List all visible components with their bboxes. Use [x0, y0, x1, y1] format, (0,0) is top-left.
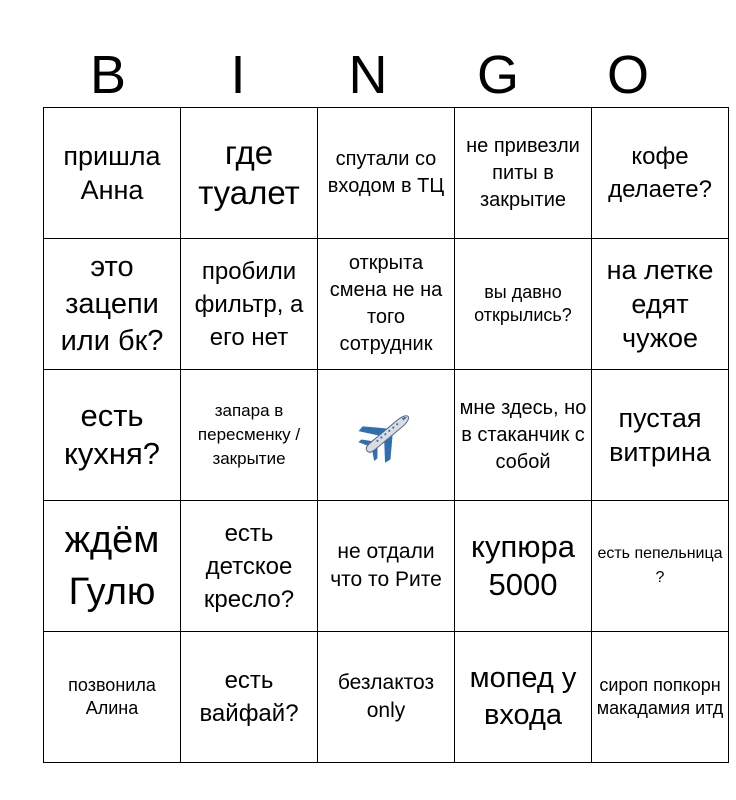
cell-label: мопед у входа	[469, 662, 577, 731]
bingo-cell[interactable]	[181, 239, 318, 370]
board-row	[44, 632, 729, 763]
cell-label: сироп попкорн макадамия итд	[596, 675, 724, 718]
bingo-cell[interactable]	[592, 501, 729, 632]
free-cell[interactable]	[318, 370, 455, 501]
bingo-title	[43, 44, 693, 106]
bingo-cell[interactable]	[44, 370, 181, 501]
cell-label: есть пепельница ?	[597, 545, 723, 586]
bingo-cell[interactable]	[44, 632, 181, 763]
bingo-cell[interactable]	[318, 632, 455, 763]
cell-label: открыта смена не на того сотрудник	[329, 252, 443, 355]
cell-label: это зацепи или бк?	[60, 250, 164, 357]
cell-label: есть детское кресло?	[203, 519, 295, 613]
cell-label: запара в пересменку / закрытие	[197, 401, 301, 468]
board-row	[44, 108, 729, 239]
bingo-cell[interactable]	[181, 108, 318, 239]
cell-label: спутали со входом в ТЦ	[327, 148, 445, 197]
cell-label: где туалет	[198, 134, 300, 211]
cell-label: пришла Анна	[63, 141, 161, 205]
bingo-cell[interactable]	[181, 632, 318, 763]
bingo-cell[interactable]	[181, 370, 318, 501]
title-letter-o: O	[606, 45, 649, 105]
cell-label: безлактоз only	[337, 671, 435, 722]
bingo-cell[interactable]	[318, 108, 455, 239]
cell-label: не отдали что то Рите	[330, 540, 442, 591]
bingo-cell[interactable]	[455, 501, 592, 632]
title-letter-g: G	[476, 45, 519, 105]
bingo-cell[interactable]	[455, 108, 592, 239]
bingo-cell[interactable]	[592, 239, 729, 370]
cell-label: есть кухня?	[63, 398, 161, 471]
cell-label: кофе делаете?	[608, 143, 712, 203]
cell-label: пробили фильтр, а его нет	[194, 257, 304, 351]
cell-label: вы давно открылись?	[474, 282, 572, 325]
bingo-cell[interactable]	[181, 501, 318, 632]
cell-label: не привезли питы в закрытие	[466, 134, 580, 211]
cell-label: купюра 5000	[471, 529, 575, 602]
cell-label: мне здесь, но в стаканчик с собой	[459, 396, 587, 473]
cell-label: пустая витрина	[609, 403, 711, 467]
bingo-cell[interactable]	[318, 239, 455, 370]
title-letter-b: B	[89, 45, 127, 105]
cell-label: на летке едят чужое	[606, 255, 714, 353]
bingo-cell[interactable]	[455, 239, 592, 370]
board-row	[44, 239, 729, 370]
bingo-cell[interactable]	[44, 108, 181, 239]
bingo-cell[interactable]	[455, 632, 592, 763]
bingo-cell[interactable]	[592, 108, 729, 239]
title-letter-n: N	[348, 45, 388, 105]
bingo-board	[43, 107, 729, 763]
bingo-cell[interactable]	[44, 501, 181, 632]
airplane-icon	[353, 402, 419, 468]
title-letter-i: I	[230, 45, 246, 105]
board-row	[44, 370, 729, 501]
cell-label: есть вайфай?	[199, 667, 299, 727]
cell-label: позвонила Алина	[68, 675, 156, 718]
bingo-cell[interactable]	[592, 632, 729, 763]
bingo-cell[interactable]	[44, 239, 181, 370]
board-row	[44, 501, 729, 632]
bingo-cell[interactable]	[592, 370, 729, 501]
bingo-cell[interactable]	[318, 501, 455, 632]
bingo-cell[interactable]	[455, 370, 592, 501]
cell-label: ждём Гулю	[64, 519, 160, 613]
